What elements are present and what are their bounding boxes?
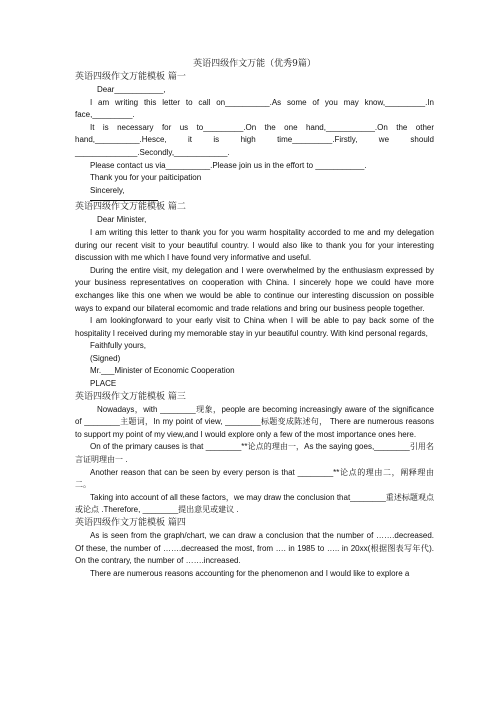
paragraph: (Signed): [90, 353, 121, 363]
section-heading-1: 英语四级作文万能模板 篇一: [75, 72, 186, 82]
paragraph: Sincerely,: [90, 185, 125, 195]
section-heading-2: 英语四级作文万能模板 篇二: [75, 202, 186, 213]
paragraph: Please contact us via__________.Please join us in the effort to ___________.: [90, 160, 367, 170]
paragraph: PLACE: [90, 379, 117, 389]
paragraph: Nowadays，with ________现象，people are becoming increasingly aware of the significance of ________主题词，In my point of view, ________标题变成陈述句， There are numerous reasons to support my point of my view,and I would explore only a few of the most importance ones here.: [75, 404, 434, 439]
section-heading-3: 英语四级作文万能模板 篇三: [75, 391, 186, 402]
section-heading-4: 英语四级作文万能模板 篇四: [75, 518, 186, 528]
paragraph: It is necessary for us to_________.On the one hand,___________.On the other hand,__________.Hesce, it is high time_________.Firstly, we should ______________.Secondly,____________.: [75, 122, 434, 157]
paragraph: Faithfully yours,: [90, 341, 147, 351]
paragraph: On of the primary causes is that ________**论点的理由一，As the saying goes,________引用名言证明理由一 .: [75, 442, 434, 465]
paragraph: Taking into account of all these factors，we may draw the conclusion that________重述标题观点或论点 .Therefore, ________提出意见或建议 .: [75, 492, 434, 515]
document-title: 英语四级作文万能（优秀9篇）: [193, 59, 316, 69]
paragraph: I am writing this letter to call on__________.As some of you may know,_________.In face,_________.: [75, 97, 434, 120]
paragraph: As is seen from the graph/chart, we can draw a conclusion that the number of …….decreased. Of these, the number of …….decreased the most, from …. in 1985 to ….. in 20xx(根据图表写年代). On the contrary, the number of …….increased.: [75, 531, 434, 566]
paragraph: Dear Minister,: [97, 215, 147, 225]
paragraph: Thank you for your paiticipation: [90, 173, 202, 183]
paragraph: Dear___________,: [97, 85, 166, 94]
paragraph: I am writing this letter to thank you for you warm hospitality accorded to me and my delegation during our recent visit to your beautiful country. I would also like to thank you for your interesting discussion with me which I have found very informative and useful.: [75, 227, 434, 263]
paragraph: I am lookingforward to your early visit to China when I will be able to pay back some of the hospitality I received during my memorable stay in yur beautiful country. With kind personal regards,: [75, 316, 434, 338]
paragraph: Mr.___Minister of Economic Cooperation: [90, 366, 235, 376]
paragraph: During the entire visit, my delegation and I were overwhelmed by the enthusiasm expressed by your business representatives on cooperation with China. I sincerely hope we could have more exchanges like this one when we would be able to continue our interesting discussion on possible ways to expand our bilateral ecomomic and trade relations and bring our business people together.: [75, 265, 434, 313]
paragraph: There are numerous reasons accounting for the phenomenon and I would like to explore a: [90, 568, 410, 578]
paragraph: Another reason that can be seen by every person is that ________**论点的理由二，阐释理由二。: [75, 467, 434, 490]
